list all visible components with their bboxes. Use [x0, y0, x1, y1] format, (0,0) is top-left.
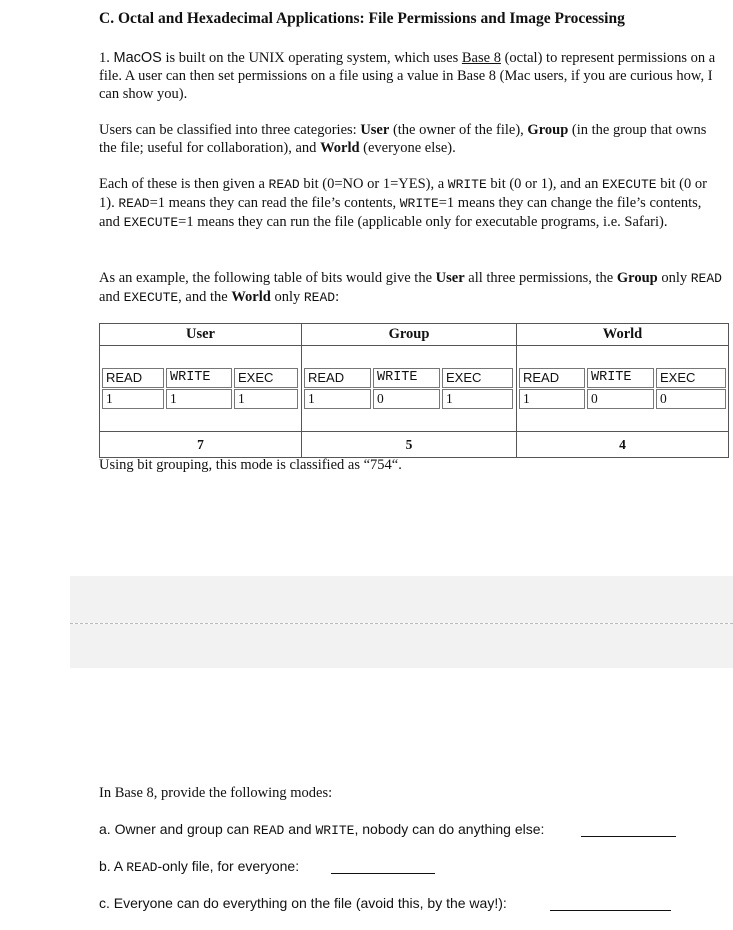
bit-value: 1 [102, 389, 164, 409]
bit-label-read: READ [102, 368, 164, 388]
bit-label-exec: EXEC [234, 368, 298, 388]
questions-intro: In Base 8, provide the following modes: [99, 785, 333, 801]
paragraph-categories: Users can be classified into three categories: User (the owner of the file), Group (in the group that owns the file; useful for collaboration), and World (everyone else). [99, 122, 707, 156]
answer-area-top[interactable] [70, 576, 733, 623]
bit-label-write: WRITE [373, 368, 440, 388]
octal-digit-group: 5 [301, 431, 517, 458]
bit-label-read: READ [304, 368, 371, 388]
paragraph-example: As an example, the following table of bits would give the User all three permissions, the Group only READ and EXECUTE, and the World only READ: [99, 270, 722, 305]
answer-blank-a[interactable] [581, 836, 676, 837]
permissions-table [99, 323, 729, 458]
answer-area-bottom[interactable] [70, 624, 733, 668]
answer-blank-b[interactable] [331, 873, 435, 874]
bit-value: 1 [166, 389, 232, 409]
table-header-user: User [99, 323, 302, 346]
paragraph-bits: Each of these is then given a READ bit (0=NO or 1=YES), a WRITE bit (0 or 1), and an EXECUTE bit (0 or 1). READ=1 means they can read the file’s contents, WRITE=1 means they can change the file’s contents, and EXECUTE=1 means they can run the file (applicable only for executable programs, i.e. Safari). [99, 176, 707, 230]
bit-value: 1 [442, 389, 513, 409]
bit-label-write: WRITE [166, 368, 232, 388]
answer-blank-c[interactable] [550, 910, 671, 911]
bit-value: 1 [304, 389, 371, 409]
bit-label-exec: EXEC [442, 368, 513, 388]
base8-link[interactable]: Base 8 [461, 50, 501, 66]
bit-label-read: READ [519, 368, 585, 388]
bit-value: 0 [656, 389, 726, 409]
octal-digit-world: 4 [516, 431, 729, 458]
question-b: b. A READ-only file, for everyone: [99, 858, 300, 875]
table-caption: Using bit grouping, this mode is classified as “754“. [99, 457, 402, 473]
bit-value: 1 [234, 389, 298, 409]
bit-value: 0 [587, 389, 654, 409]
octal-digit-user: 7 [99, 431, 302, 458]
bit-label-write: WRITE [587, 368, 654, 388]
bit-label-exec: EXEC [656, 368, 726, 388]
question-a: a. Owner and group can READ and WRITE, nobody can do anything else: [99, 821, 545, 838]
bit-value: 0 [373, 389, 440, 409]
section-title: C. Octal and Hexadecimal Applications: File Permissions and Image Processing [99, 10, 625, 27]
bit-value: 1 [519, 389, 585, 409]
table-header-world: World [516, 323, 729, 346]
table-header-group: Group [301, 323, 517, 346]
paragraph-intro: 1. MacOS is built on the UNIX operating system, which uses Base 8 (octal) to represent permissions on a file. A user can then set permissions on a file using a value in Base 8 (Mac users, if you are curious how, I can show you). [99, 50, 716, 102]
question-c: c. Everyone can do everything on the file (avoid this, by the way!): [99, 895, 507, 911]
